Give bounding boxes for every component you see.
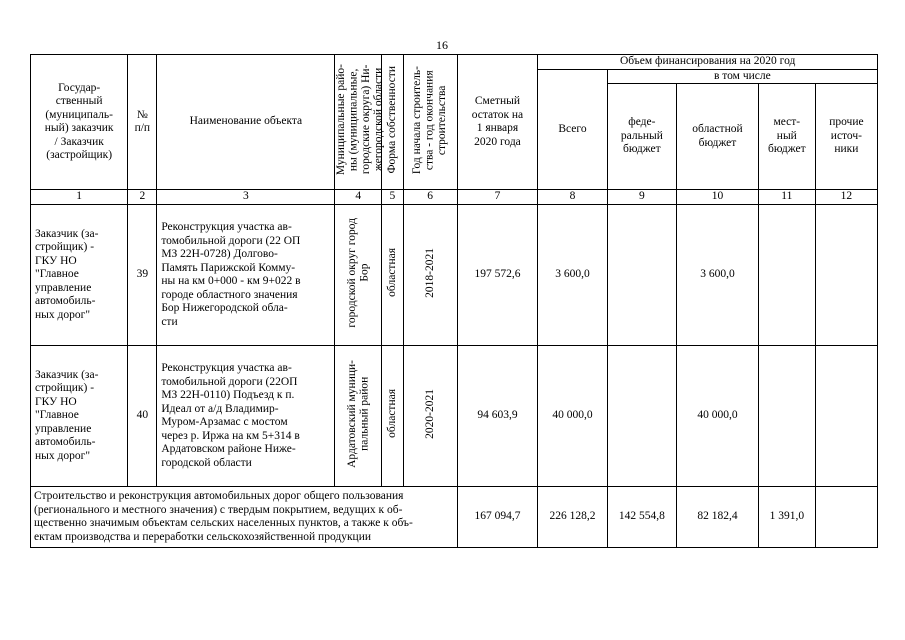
header-including: в том числе <box>607 69 877 84</box>
row-ownership-cell <box>382 205 404 346</box>
header-remainder: Сметный остаток на 1 января 2020 года <box>457 55 538 190</box>
row-other <box>815 346 877 487</box>
header-municipality: Муниципальные райо- ны (муниципальные, городские округа) Ни- жегородской области <box>335 64 385 176</box>
header-ownership: Форма собственности <box>386 65 399 174</box>
row-remainder: 197 572,6 <box>457 205 538 346</box>
column-number: 12 <box>815 190 877 205</box>
row-municipality: городской округ город Бор <box>345 217 371 328</box>
column-number: 7 <box>457 190 538 205</box>
summary-local: 1 391,0 <box>758 487 815 548</box>
column-number: 6 <box>403 190 457 205</box>
row-regional: 40 000,0 <box>677 346 759 487</box>
row-municipality: Ардатовский муници- пальный район <box>345 359 371 468</box>
header-local: мест- ный бюджет <box>758 84 815 190</box>
row-years-cell <box>403 346 457 487</box>
row-customer: Заказчик (за- стройщик) - ГКУ НО "Главное управление автомобиль- ных дорог" <box>31 346 128 487</box>
row-ownership: областная <box>386 248 399 298</box>
row-object: Реконструкция участка ав- томобильной дороги (22ОП МЗ 22Н-0110) Подъезд к п. Идеал от а/д Владимир- Муром-Арзамас с мостом через р. Иржа на км 5+314 в Ардатовском районе Ниже- городской области <box>157 346 335 487</box>
table-row <box>31 205 878 346</box>
row-num: 39 <box>128 205 157 346</box>
row-municipality-cell <box>335 346 382 487</box>
row-total: 40 000,0 <box>538 346 607 487</box>
header-federal: феде- ральный бюджет <box>607 84 676 190</box>
summary-row <box>31 487 878 548</box>
row-num: 40 <box>128 346 157 487</box>
row-years-cell <box>403 205 457 346</box>
column-number: 4 <box>335 190 382 205</box>
header-total: Всего <box>538 69 607 190</box>
page-number: 16 <box>436 38 448 52</box>
summary-federal: 142 554,8 <box>607 487 676 548</box>
header-other: прочие источ- ники <box>815 84 877 190</box>
row-local <box>758 205 815 346</box>
column-number: 5 <box>382 190 404 205</box>
row-total: 3 600,0 <box>538 205 607 346</box>
header-years: Год начала строитель- ства - год окончания строительства <box>411 65 449 174</box>
row-regional: 3 600,0 <box>677 205 759 346</box>
column-number: 2 <box>128 190 157 205</box>
row-years: 2020-2021 <box>423 388 436 439</box>
header-customer: Государ- ственный (муниципаль- ный) заказчик / Заказчик (застройщик) <box>31 55 128 190</box>
row-ownership: областная <box>386 389 399 439</box>
header-num: № п/п <box>128 55 157 190</box>
column-number: 1 <box>31 190 128 205</box>
header-funding-group: Объем финансирования на 2020 год <box>538 55 878 70</box>
row-years: 2018-2021 <box>423 247 436 298</box>
row-other <box>815 205 877 346</box>
row-remainder: 94 603,9 <box>457 346 538 487</box>
financing-table <box>30 54 878 548</box>
header-regional: областной бюджет <box>677 84 759 190</box>
row-federal <box>607 205 676 346</box>
column-number: 10 <box>677 190 759 205</box>
row-object: Реконструкция участка ав- томобильной дороги (22 ОП МЗ 22Н-0728) Долгово- Память Парижской Комму- ны на км 0+000 - км 9+022 в городе областного значения Бор Нижегородской обла- сти <box>157 205 335 346</box>
row-local <box>758 346 815 487</box>
summary-total: 226 128,2 <box>538 487 607 548</box>
summary-label: Строительство и реконструкция автомобильных дорог общего пользования (регионального и местного значения) с твердым покрытием, ведущих к об- щественно значимым объектам сельских населенных пунктов, а также к объ- ектам производства и переработки сельскохозяйственной продукции <box>31 487 458 548</box>
column-number: 11 <box>758 190 815 205</box>
header-object-name: Наименование объекта <box>157 55 335 190</box>
row-ownership-cell <box>382 346 404 487</box>
column-number: 9 <box>607 190 676 205</box>
summary-other <box>815 487 877 548</box>
row-federal <box>607 346 676 487</box>
column-number: 3 <box>157 190 335 205</box>
header-municipality-cell <box>335 55 385 190</box>
summary-remainder: 167 094,7 <box>457 487 538 548</box>
column-number: 8 <box>538 190 607 205</box>
row-customer: Заказчик (за- стройщик) - ГКУ НО "Главное управление автомобиль- ных дорог" <box>31 205 128 346</box>
summary-regional: 82 182,4 <box>677 487 759 548</box>
row-municipality-cell <box>335 205 382 346</box>
header-years-cell <box>403 55 457 190</box>
table-row <box>31 346 878 487</box>
column-number-row <box>31 190 878 205</box>
